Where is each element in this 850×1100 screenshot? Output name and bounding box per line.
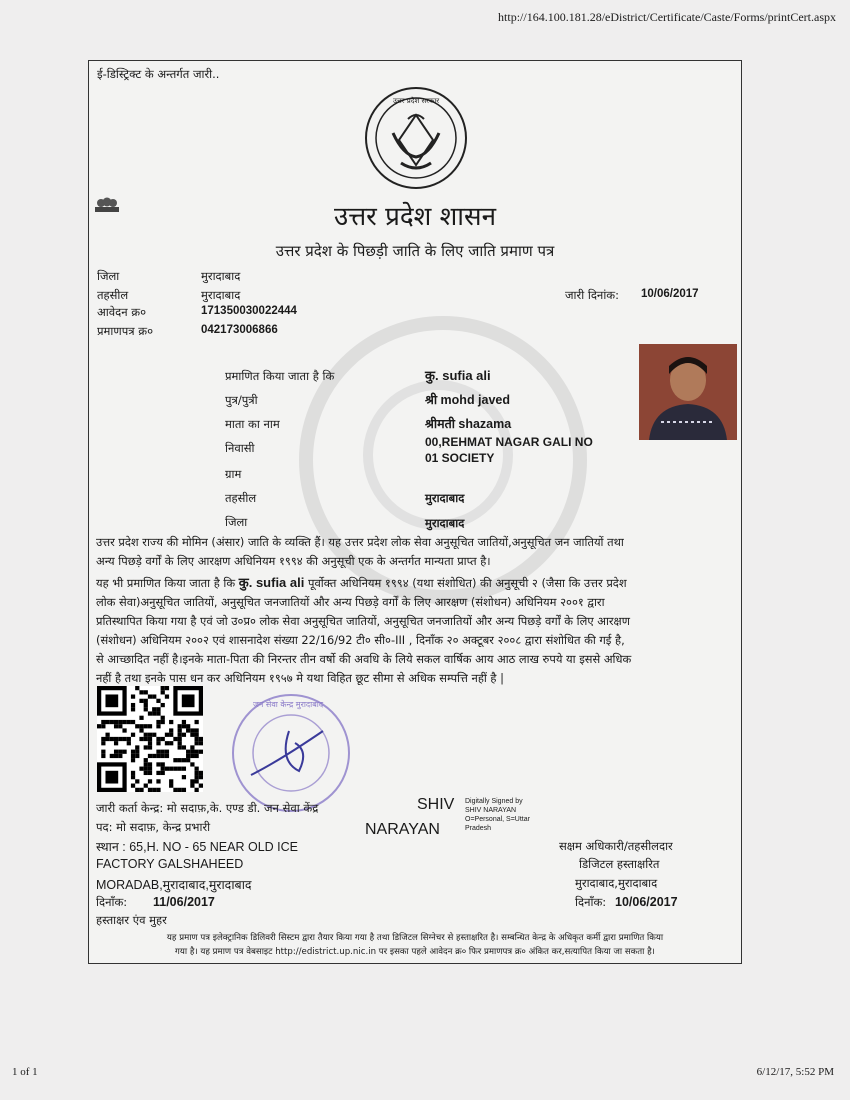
note-line1: यह प्रमाण पत्र इलेक्ट्रानिक डिलिवरी सिस्टम द्वारा तैयार किया गया है तथा डिजिटल सिग्नेचर से हस्ताक्षरित है। सम्बन्धित केन्द्र के अधिकृत कर्मी द्वारा प्रमाणित किया (166, 933, 664, 943)
son-daughter-label: पुत्र/पुत्री (225, 393, 258, 407)
signer-name-line2: NARAYAN (365, 821, 440, 838)
issue-date-label: जारी दिनांक: (565, 288, 620, 302)
village-label: ग्राम (225, 467, 242, 481)
para2-line5: से आच्छादित नहीं है।इनके माता-पिता की निरन्तर तीन वर्षो की अवधि के लिये सकल वार्षिक आय आठ लाख रुपये या इससे अधिक (96, 652, 632, 666)
paragraph-1 (96, 533, 738, 571)
district2-value: मुरादाबाद (425, 516, 465, 530)
district-label: जिला (97, 269, 120, 283)
seal-text: जन सेवा केन्द्र मुरादाबाद (253, 700, 324, 709)
page-subtitle: उत्तर प्रदेश के पिछड़ी जाति के लिए जाति प्रमाण पत्र (275, 242, 555, 260)
father-name: श्री mohd javed (425, 393, 511, 407)
emblem-text: उत्तर प्रदेश सरकार (393, 97, 440, 105)
signer-name-line1: SHIV (417, 796, 455, 813)
tehsil2-label: तहसील (225, 491, 257, 505)
certify-label: प्रमाणित किया जाता है कि (225, 369, 335, 383)
cert-number-label: प्रमाणपत्र क्र० (97, 324, 154, 338)
para2-line2: लोक सेवा)अनुसूचित जातियों, अनुसूचित जनजातियों और अन्य पिछड़े वर्गों के लिए आरक्षण (संशोधन) अधिनियम २००१ द्वारा (96, 595, 605, 609)
application-value: 171350030022444 (201, 305, 297, 317)
left-date-value: 11/06/2017 (153, 895, 215, 909)
para2-name: कु. sufia ali (238, 575, 305, 590)
issue-date-value: 10/06/2017 (641, 288, 699, 300)
place-line2: FACTORY GALSHAHEED (96, 857, 244, 871)
right-date-label: दिनाँक: (575, 895, 607, 909)
tehsil-value: मुरादाबाद (201, 288, 241, 302)
para2-line4: (संशोधन) अधिनियम २००२ एवं शासनादेश संख्या 22/16/92 टी० सी०-III , दिनाँक २० अक्टूबर २००८ द्वारा संशोधित की गई है, (96, 633, 625, 647)
sign-seal-label: हस्ताक्षर एंव मुहर (96, 913, 167, 927)
top-note: ई-डिस्ट्रिक्ट के अन्तर्गत जारी.. (97, 67, 220, 81)
para2-line1 (96, 573, 738, 593)
page-title: उत्तर प्रदेश शासन (333, 202, 497, 232)
issuer-post: पद: मो सदाफ़, केन्द्र प्रभारी (96, 820, 211, 834)
qr-code-icon (97, 686, 203, 792)
page-count: 1 of 1 (12, 1066, 38, 1078)
para1-line1: उत्तर प्रदेश राज्य की मोमिन (अंसार) जाति के व्यक्ति हैं। यह उत्तर प्रदेश लोक सेवा अनुसूचित जातियों,अनुसूचित जन जातियों तथा (96, 535, 624, 549)
seal-stamp-icon (229, 691, 353, 815)
certificate (88, 60, 742, 964)
district2-label: जिला (225, 515, 248, 529)
applicant-photo (639, 344, 737, 440)
para2-line1-b: पूर्वोक्त अधिनियम १९९४ (यथा संशोधित) की अनुसूची २ (जैसा कि उत्तर प्रदेश (307, 576, 627, 590)
para2-line1-a: यह भी प्रमाणित किया जाता है कि (96, 576, 236, 590)
cert-number-value: 042173006866 (201, 324, 278, 336)
officer-place: मुरादाबाद,मुरादाबाद (575, 876, 658, 890)
para2-line6: नहीं है तथा इनके पास धन कर अधिनियम १९५७ मे यथा विहित छूट सीमा से अधिक सम्पत्ति नहीं है | (96, 671, 504, 685)
para1-line2: अन्य पिछड़े वर्गों के लिए आरक्षण अधिनियम १९९४ की अनुसूची एक के अन्तर्गत मान्यता प्राप्त है। (96, 554, 491, 568)
mother-label: माता का नाम (225, 417, 280, 431)
para2-line3: प्रतिस्थापित किया गया है एवं जो उ०प्र० लोक सेवा अनुसूचित जातियों, अनुसूचित जनजातियों और अन्य पिछड़े वर्गों के लिए आरक्षण (96, 614, 630, 628)
place-line1: स्थान : 65,H. NO - 65 NEAR OLD ICE (96, 840, 298, 854)
applicant-name: कु. sufia ali (425, 368, 491, 383)
resident-line2: 01 SOCIETY (425, 451, 495, 465)
district-value: मुरादाबाद (201, 269, 241, 283)
print-time: 6/12/17, 5:52 PM (756, 1066, 834, 1078)
digital-signature-label: डिजिटल हस्ताक्षरित (579, 857, 660, 871)
paragraph-2 (96, 573, 738, 688)
application-label: आवेदन क्र० (97, 305, 147, 319)
note-line2: गया है। यह प्रमाण पत्र वेबसाइट http://edistrict.up.nic.in पर इसका पहले आवेदन क्र० फिर प्रमाणपत्र क्र० अंकित कर,सत्यापित किया जा सकता है। (175, 947, 655, 957)
right-date-value: 10/06/2017 (615, 895, 678, 909)
mother-name: श्रीमती shazama (425, 417, 512, 431)
resident-line1: 00,REHMAT NAGAR GALI NO (425, 435, 593, 449)
browser-url: http://164.100.181.28/eDistrict/Certificate/Caste/Forms/printCert.aspx (498, 10, 836, 24)
digital-sign-text: Digitally Signed by SHIV NARAYAN O=Personal, S=Uttar Pradesh (465, 798, 530, 832)
place-line3: MORADAB,मुरादाबाद,मुरादाबाद (96, 878, 252, 892)
left-date-label: दिनाँक: (96, 895, 128, 909)
tehsil2-value: मुरादाबाद (425, 491, 465, 505)
up-emblem-icon (363, 85, 469, 191)
officer-post: सक्षम अधिकारी/तहसीलदार (559, 839, 673, 853)
tehsil-label: तहसील (97, 288, 129, 302)
resident-label: निवासी (225, 441, 255, 455)
issuer-center: जारी कर्ता केन्द्र: मो सदाफ़,के. एण्ड डी. जन सेवा केंद्र (96, 801, 319, 815)
verification-note (93, 931, 737, 959)
